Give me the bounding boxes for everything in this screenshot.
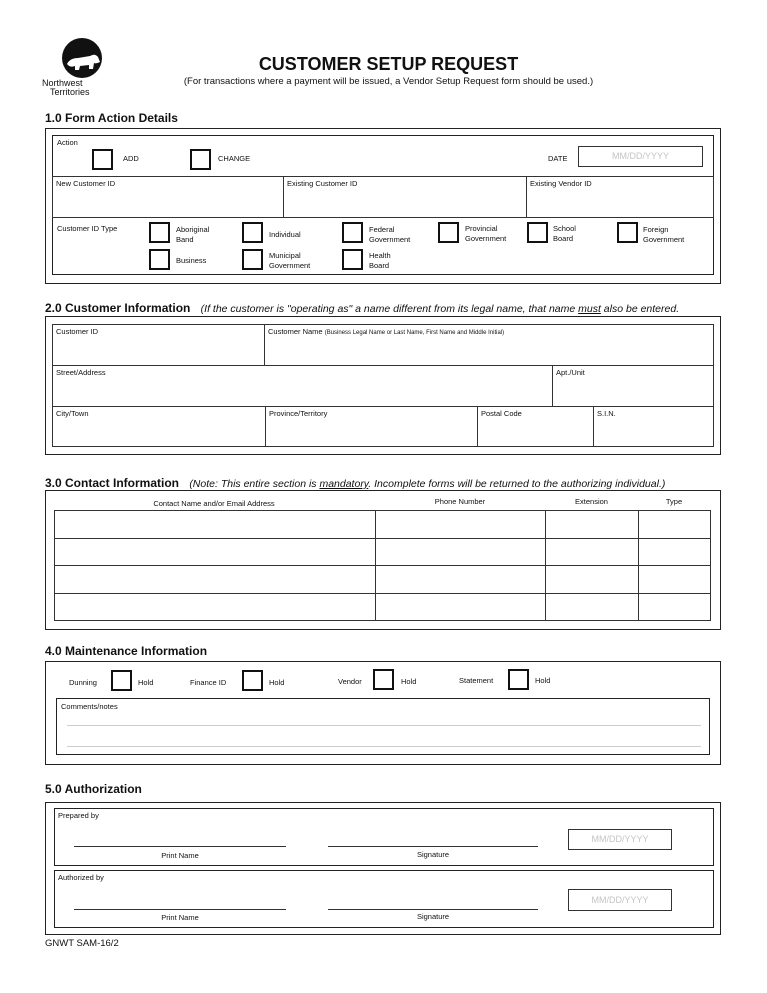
statement-hold-label: Hold	[535, 676, 551, 685]
comments-label: Comments/notes	[61, 702, 118, 711]
customer-name-note: (Business Legal Name or Last Name, First Name and Middle Initial)	[324, 330, 505, 336]
province-territory-label: Province/Territory	[269, 409, 328, 418]
section-3-note-post: . Incomplete forms will be returned to the authorizing individual.)	[368, 478, 666, 490]
vendor-hold-label: Hold	[401, 677, 417, 686]
provincial-government-label-2: Government	[465, 234, 507, 243]
foreign-government-label-1: Foreign	[643, 225, 669, 234]
customer-name-title: Customer Name	[268, 327, 323, 336]
customer-name-label	[268, 327, 504, 338]
aboriginal-band-label-1: Aboriginal	[176, 225, 210, 234]
foreign-government-checkbox[interactable]	[617, 222, 638, 243]
section-2-note-emphasis: must	[578, 303, 601, 315]
finance-id-hold-label: Hold	[269, 678, 285, 687]
section-2-note	[195, 303, 679, 315]
business-label: Business	[176, 256, 207, 265]
municipal-government-label-1: Municipal	[269, 251, 301, 260]
section-2-heading: 2.0 Customer Information	[45, 301, 191, 315]
contact-table	[54, 510, 711, 621]
section-3-heading: 3.0 Contact Information	[45, 476, 180, 490]
authorized-date-field[interactable]: MM/DD/YYYY	[568, 889, 672, 911]
sin-label: S.I.N.	[597, 409, 616, 418]
authorized-by-label: Authorized by	[58, 873, 104, 882]
date-label: DATE	[548, 154, 568, 163]
prepared-print-name-label: Print Name	[161, 851, 199, 860]
action-label: Action	[57, 138, 78, 147]
postal-code-field[interactable]	[477, 406, 594, 447]
table-row[interactable]	[55, 511, 710, 538]
authorized-print-name-line[interactable]	[74, 909, 286, 910]
column-header-contact: Contact Name and/or Email Address	[153, 499, 275, 508]
customer-id-field[interactable]	[52, 324, 265, 366]
table-row[interactable]	[55, 594, 710, 620]
section-1-heading: 1.0 Form Action Details	[45, 111, 178, 125]
individual-checkbox[interactable]	[242, 222, 263, 243]
health-board-label-2: Board	[369, 261, 390, 270]
authorized-signature-line[interactable]	[328, 909, 538, 910]
section-3-note-emphasis: mandatory	[319, 478, 369, 490]
provincial-government-label-1: Provincial	[465, 224, 498, 233]
health-board-checkbox[interactable]	[342, 249, 363, 270]
statement-label: Statement	[459, 676, 494, 685]
postal-code-label: Postal Code	[481, 409, 522, 418]
change-checkbox[interactable]	[190, 149, 211, 170]
federal-government-checkbox[interactable]	[342, 222, 363, 243]
individual-label: Individual	[269, 230, 301, 239]
section-2-heading-row	[45, 299, 679, 317]
existing-vendor-id-label: Existing Vendor ID	[530, 179, 592, 188]
new-customer-id-label: New Customer ID	[56, 179, 116, 188]
column-header-type: Type	[665, 497, 683, 506]
business-checkbox[interactable]	[149, 249, 170, 270]
school-board-label-2: Board	[553, 234, 574, 243]
section-2-note-pre: (If the customer is "operating as" a name different from its legal name, that name	[200, 303, 579, 315]
city-town-field[interactable]	[52, 406, 266, 447]
date-field[interactable]: MM/DD/YYYY	[578, 146, 703, 167]
city-town-label: City/Town	[56, 409, 89, 418]
school-board-checkbox[interactable]	[527, 222, 548, 243]
change-label: CHANGE	[218, 154, 251, 163]
dunning-hold-checkbox[interactable]	[111, 670, 132, 691]
dunning-hold-label: Hold	[138, 678, 154, 687]
federal-government-label-1: Federal	[369, 225, 395, 234]
add-checkbox[interactable]	[92, 149, 113, 170]
prepared-print-name-line[interactable]	[74, 846, 286, 847]
prepared-by-label: Prepared by	[58, 811, 99, 820]
existing-customer-id-label: Existing Customer ID	[287, 179, 358, 188]
column-header-extension: Extension	[575, 497, 608, 506]
authorized-signature-label: Signature	[416, 912, 450, 921]
table-row[interactable]	[55, 566, 710, 593]
add-label: ADD	[123, 154, 139, 163]
section-4-heading: 4.0 Maintenance Information	[45, 644, 208, 658]
street-address-field[interactable]	[52, 365, 553, 407]
section-3-note	[183, 478, 665, 490]
sin-field[interactable]	[593, 406, 714, 447]
existing-vendor-id-field[interactable]	[526, 176, 714, 218]
new-customer-id-field[interactable]	[52, 176, 284, 218]
apt-unit-label: Apt./Unit	[556, 368, 585, 377]
authorized-print-name-label: Print Name	[161, 913, 199, 922]
logo-text-line-2: Territories	[50, 87, 90, 97]
page-title: CUSTOMER SETUP REQUEST	[258, 54, 519, 74]
section-5-heading: 5.0 Authorization	[45, 782, 142, 796]
customer-id-type-label: Customer ID Type	[57, 224, 118, 233]
street-address-label: Street/Address	[56, 368, 106, 377]
comments-line-2	[67, 746, 701, 747]
municipal-government-checkbox[interactable]	[242, 249, 263, 270]
municipal-government-label-2: Government	[269, 261, 311, 270]
prepared-signature-label: Signature	[416, 850, 450, 859]
customer-id-label: Customer ID	[56, 327, 99, 336]
prepared-signature-line[interactable]	[328, 846, 538, 847]
province-territory-field[interactable]	[265, 406, 478, 447]
existing-customer-id-field[interactable]	[283, 176, 527, 218]
comments-line-1	[67, 725, 701, 726]
provincial-government-checkbox[interactable]	[438, 222, 459, 243]
aboriginal-band-checkbox[interactable]	[149, 222, 170, 243]
section-3-note-pre: (Note: This entire section is	[189, 478, 320, 490]
statement-hold-checkbox[interactable]	[508, 669, 529, 690]
page-subtitle: (For transactions where a payment will be issued, a Vendor Setup Request form should be used.)	[183, 76, 594, 87]
finance-id-hold-checkbox[interactable]	[242, 670, 263, 691]
foreign-government-label-2: Government	[643, 235, 685, 244]
apt-unit-field[interactable]	[552, 365, 714, 407]
form-number: GNWT SAM-16/2	[45, 938, 119, 949]
customer-name-field[interactable]	[264, 324, 714, 366]
health-board-label-1: Health	[369, 251, 391, 260]
vendor-hold-checkbox[interactable]	[373, 669, 394, 690]
column-header-phone: Phone Number	[434, 497, 486, 506]
prepared-date-field[interactable]: MM/DD/YYYY	[568, 829, 672, 850]
school-board-label-1: School	[553, 224, 576, 233]
federal-government-label-2: Government	[369, 235, 411, 244]
logo-text-line-1: Northwest	[42, 78, 83, 88]
dunning-label: Dunning	[69, 678, 97, 687]
aboriginal-band-label-2: Band	[176, 235, 194, 244]
finance-id-label: Finance ID	[190, 678, 227, 687]
table-row[interactable]	[55, 539, 710, 565]
vendor-label: Vendor	[338, 677, 362, 686]
section-2-note-post: also be entered.	[600, 303, 680, 315]
